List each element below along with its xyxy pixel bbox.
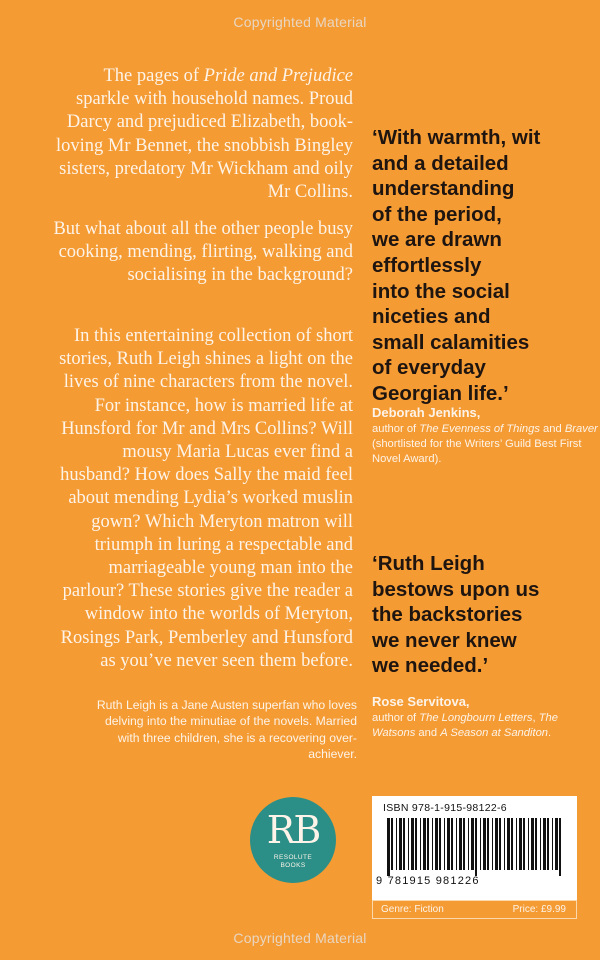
quote-line: the backstories xyxy=(372,603,523,627)
blurb-p3-text: In this entertaining collection of short stories, Ruth Leigh shines a light on the lives of nine characters from the novel. For instance, how is married life at Hunsford for Mr and Mrs Collins? Will mousy Maria Lucas ever find a husband? How does Sally the maid feel about mending Lydia’s worked muslin gown? Which Meryton matron will triumph in luring a respectable and marriageable young man into the parlour? These stories give the reader a window into the worlds of Meryton, Rosings Park, Pemberley and Hunsford as you’ve never seen them before. xyxy=(59,326,353,671)
quote-line: ‘Ruth Leigh xyxy=(372,552,485,575)
barcode-bar xyxy=(468,818,469,870)
publisher-logo-name xyxy=(250,854,336,870)
barcode-bar xyxy=(447,818,450,870)
price-label: Price: £9.99 xyxy=(512,904,566,915)
copyright-watermark-top: Copyrighted Material xyxy=(233,14,367,30)
quote-line: into the social xyxy=(372,279,510,303)
barcode-bar xyxy=(543,818,546,870)
barcode-bar xyxy=(487,818,489,870)
barcode-bar xyxy=(507,818,510,870)
barcode-bar xyxy=(547,818,549,870)
blurb-paragraph-3 xyxy=(48,325,353,673)
barcode-bar xyxy=(471,818,474,870)
review-quote-2 xyxy=(372,551,600,679)
credit-joiner: and xyxy=(539,423,565,435)
barcode-bar xyxy=(411,818,414,870)
quote-line: we are drawn xyxy=(372,228,502,252)
barcode-digits: 9 781915 981226 xyxy=(376,875,480,887)
barcode-bar xyxy=(511,818,513,870)
blurb-p1-rest: sparkle with household names. Proud Darcy and prejudiced Elizabeth, book-loving Mr Bennet, the snobbish Bingley sisters, predatory Mr Wickham and oily Mr Collins. xyxy=(55,89,353,203)
quote-line: ‘With warmth, wit xyxy=(372,126,541,149)
barcode-bar xyxy=(483,818,486,870)
credit-suffix: . xyxy=(548,727,552,740)
review-quote-1 xyxy=(372,125,600,407)
blurb-paragraph-2 xyxy=(48,218,353,288)
barcode-bar xyxy=(399,818,402,870)
credit-book-title: The Evenness of Things xyxy=(419,423,540,435)
quote-line: bestows upon us xyxy=(372,577,540,601)
quote-line: of everyday xyxy=(372,356,486,380)
barcode-bar xyxy=(540,818,541,870)
barcode-bar xyxy=(459,818,462,870)
quote-line: niceties and xyxy=(372,305,491,329)
reviewer-name-2: Rose Servitova, xyxy=(372,694,470,709)
publisher-logo xyxy=(250,797,336,883)
isbn-number: ISBN 978-1-915-98122-6 xyxy=(383,802,507,814)
barcode-bar xyxy=(420,818,421,870)
barcode-bar xyxy=(403,818,405,870)
barcode-bar xyxy=(463,818,465,870)
barcode-bar xyxy=(528,818,529,870)
barcode-bar xyxy=(427,818,429,870)
credit-suffix: (shortlisted for the Writers’ Guild Best First Novel Award). xyxy=(372,438,582,466)
barcode-bar xyxy=(495,818,498,870)
barcode-bar xyxy=(387,818,390,876)
quote-line: Georgian life.’ xyxy=(372,381,509,405)
quote-line: we needed.’ xyxy=(372,654,489,678)
barcode-bar xyxy=(475,818,477,876)
barcode-bar xyxy=(516,818,517,870)
author-bio: Ruth Leigh is a Jane Austen superfan who loves delving into the minutiae of the novels. Married with three children, she is a recovering over-achiever. xyxy=(96,698,357,762)
barcode-bar xyxy=(451,818,453,870)
barcode-bar xyxy=(492,818,493,870)
barcode-bar xyxy=(423,818,426,870)
publisher-logo-monogram: RB xyxy=(266,808,320,852)
credit-book-title: A Season at Sanditon xyxy=(440,727,549,740)
barcode-bar xyxy=(435,818,438,870)
barcode-bar xyxy=(555,818,558,870)
book-title-pride-and-prejudice: Pride and Prejudice xyxy=(203,66,353,86)
credit-prefix: author of xyxy=(372,712,420,724)
barcode-bar xyxy=(396,818,397,870)
quote-line: effortlessly xyxy=(372,253,482,277)
barcode-icon xyxy=(385,818,565,876)
quote-line: we never knew xyxy=(372,628,517,652)
barcode-bar xyxy=(415,818,417,870)
barcode-bar xyxy=(531,818,534,870)
barcode-bar xyxy=(523,818,525,870)
reviewer-name-1: Deborah Jenkins, xyxy=(372,405,481,420)
credit-book-title: Braver xyxy=(564,423,598,435)
barcode-bar xyxy=(391,818,393,870)
credit-prefix: author of xyxy=(372,423,420,435)
barcode-bar xyxy=(439,818,441,870)
copyright-watermark-bottom: Copyrighted Material xyxy=(233,930,367,946)
blurb-paragraph-1 xyxy=(48,65,353,204)
credit-joiner: and xyxy=(415,727,441,740)
barcode-bar xyxy=(480,818,481,870)
genre-label: Genre: Fiction xyxy=(381,904,444,915)
barcode-bar xyxy=(535,818,537,870)
barcode-bar xyxy=(504,818,505,870)
barcode-bar xyxy=(559,818,561,876)
quote-line: understanding xyxy=(372,177,515,201)
barcode-bar xyxy=(499,818,501,870)
publisher-name-line: BOOKS xyxy=(280,862,306,869)
isbn-barcode-panel xyxy=(372,796,577,900)
quote-line: and a detailed xyxy=(372,151,509,175)
credit-book-title: The Longbourn Letters xyxy=(419,712,533,724)
barcode-bar xyxy=(552,818,553,870)
barcode-bar xyxy=(432,818,433,870)
credit-joiner: , xyxy=(532,712,539,724)
genre-price-bar xyxy=(372,900,577,919)
quote-line: small calamities xyxy=(372,330,530,354)
credit-book-title: The Watsons xyxy=(372,712,558,740)
barcode-bar xyxy=(456,818,457,870)
reviewer-credit-1 xyxy=(372,422,600,468)
publisher-name-line: RESOLUTE xyxy=(273,854,313,861)
barcode-bar xyxy=(408,818,409,870)
quote-line: of the period, xyxy=(372,202,502,226)
blurb-p2-text: But what about all the other people busy cooking, mending, flirting, walking and socialising in the background? xyxy=(53,219,353,286)
barcode-bar xyxy=(444,818,445,870)
barcode-bar xyxy=(519,818,522,870)
reviewer-credit-2 xyxy=(372,711,600,741)
blurb-p1-lead: The pages of xyxy=(103,66,204,86)
